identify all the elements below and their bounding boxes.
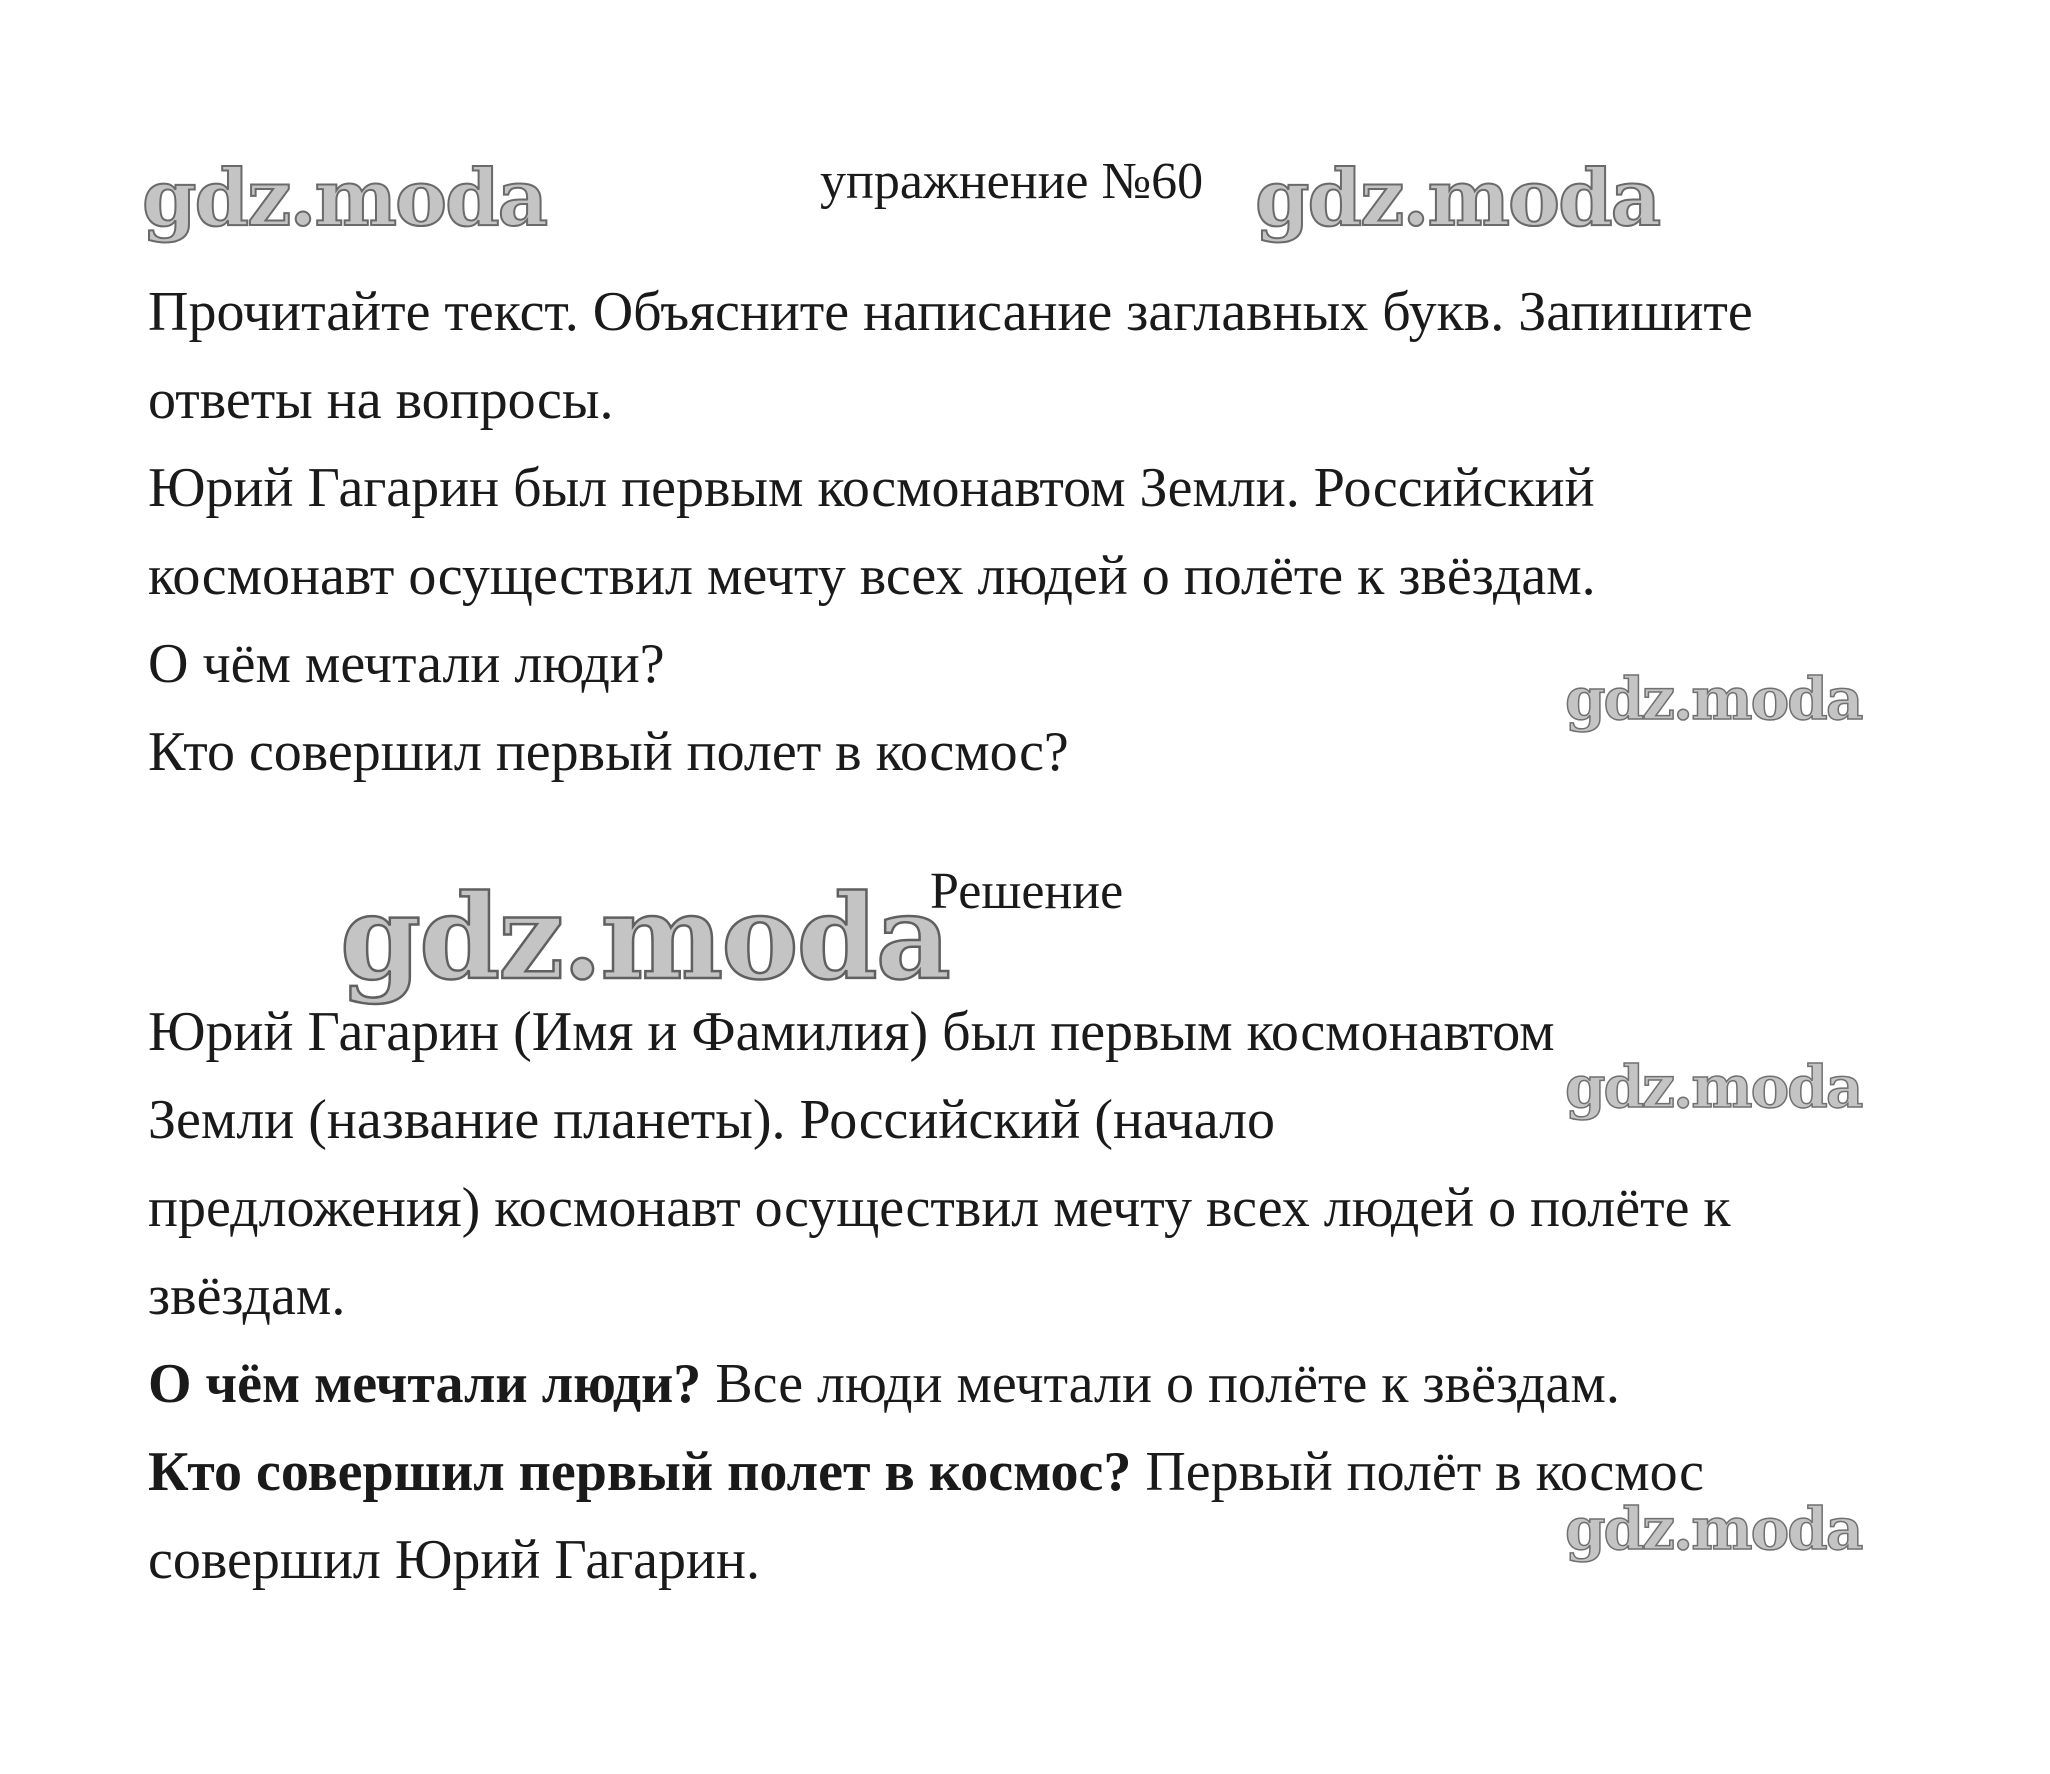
watermark-logo: gdz.moda [1565, 1495, 1862, 1563]
watermark-logo: gdz.moda [142, 153, 547, 244]
task-line-1: Прочитайте текст. Объясните написание заглавных букв. Запишите [148, 281, 1753, 343]
answer-line-2 [148, 1440, 1704, 1504]
watermark-logo: gdz.moda [1255, 153, 1660, 244]
solution-line-3: предложения) космонавт осуществил мечту всех людей о полёте к [148, 1177, 1731, 1239]
task-line-6: Кто совершил первый полет в космос? [148, 721, 1069, 783]
task-line-4: космонавт осуществил мечту всех людей о полёте к звёздам. [148, 545, 1596, 607]
watermark-logo: gdz.moda [1565, 1053, 1862, 1121]
task-line-3: Юрий Гагарин был первым космонавтом Земли. Российский [148, 457, 1595, 519]
answer-text-2: Первый полёт в космос [1131, 1441, 1704, 1503]
solution-line-4: звёздам. [148, 1265, 346, 1327]
solution-line-2: Земли (название планеты). Российский (начало [148, 1089, 1276, 1151]
answer-question-2: Кто совершил первый полет в космос? [148, 1441, 1132, 1503]
solution-line-1: Юрий Гагарин (Имя и Фамилия) был первым космонавтом [148, 1001, 1555, 1063]
watermark-logo: gdz.moda [1565, 665, 1862, 733]
answer-line-3: совершил Юрий Гагарин. [148, 1529, 760, 1591]
task-line-2: ответы на вопросы. [148, 369, 614, 431]
watermark-logo: gdz.moda [340, 870, 949, 1006]
solution-heading: Решение [930, 863, 1124, 920]
answer-question-1: О чём мечтали люди? [148, 1353, 702, 1415]
answer-line-1 [148, 1352, 1620, 1416]
exercise-title: упражнение №60 [820, 153, 1204, 210]
answer-text-1: Все люди мечтали о полёте к звёздам. [701, 1353, 1620, 1415]
task-line-5: О чём мечтали люди? [148, 633, 665, 695]
